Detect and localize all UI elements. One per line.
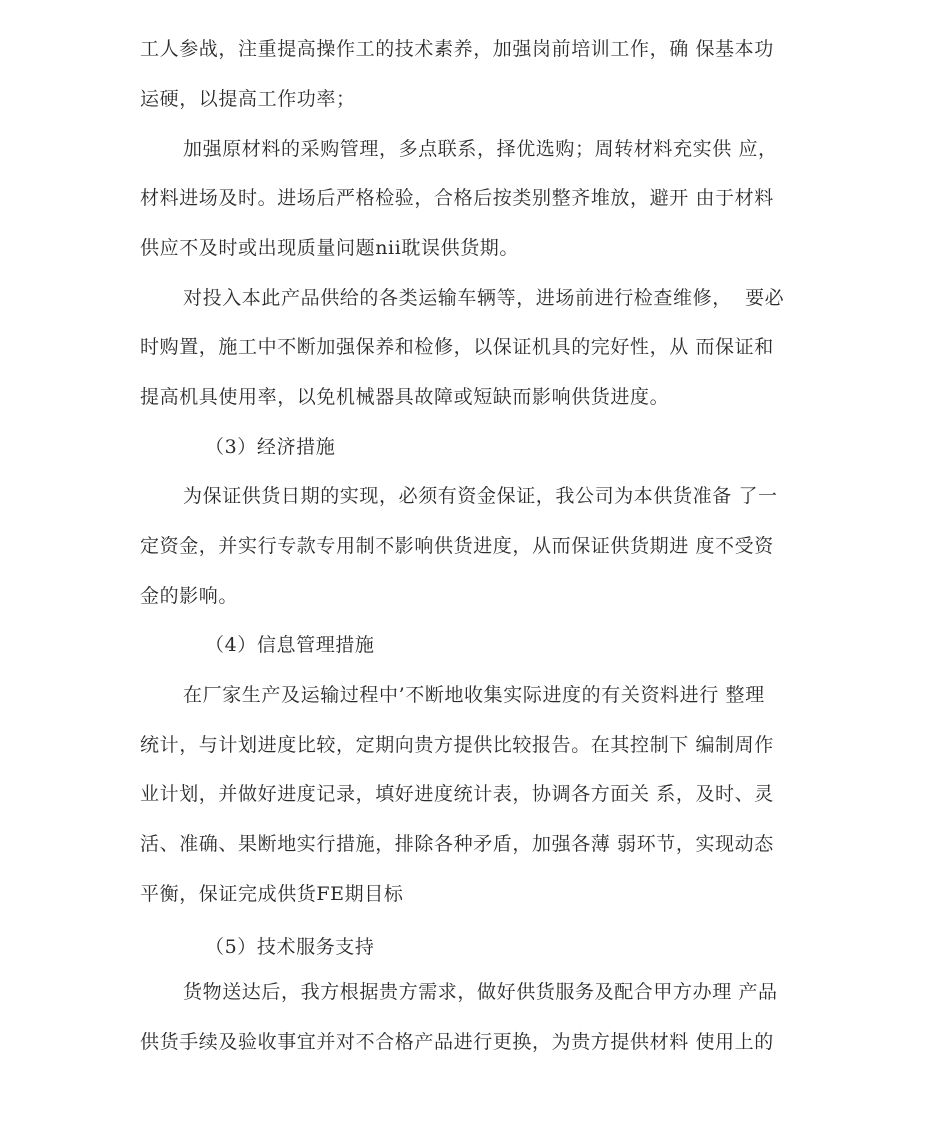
text-line-5: 供应不及时或出现质量问题nii耽误供货期。 <box>140 237 519 259</box>
section-heading-economic: （3）经济措施 <box>205 436 336 458</box>
text-line-12: 金的影响。 <box>140 585 239 607</box>
paragraph-vehicles-start: 对投入本此产品供给的各类运输车辆等，进场前进行检查维修， 要必 <box>183 287 785 309</box>
text-line-11: 定资金，并实行专款专用制不影响供货进度，从而保证供货期进 度不受资 <box>140 535 774 557</box>
text-line-4: 材料进场及时。进场后严格检验，合格后按类别整齐堆放，避开 由于材料 <box>140 187 774 209</box>
text-line-7: 时购置，施工中不断加强保养和检修，以保证机具的完好性，从 而保证和 <box>140 336 774 358</box>
paragraph-service-start: 货物送达后，我方根据贵方需求，做好供货服务及配合甲方办理 产品 <box>183 981 778 1003</box>
text-line-2: 运硬，以提高工作功率； <box>140 88 356 110</box>
section-heading-technical-service: （5）技术服务支持 <box>205 936 375 958</box>
text-line-21: 供货手续及验收事宜并对不合格产品进行更换，为贵方提供材料 使用上的 <box>140 1031 774 1053</box>
text-line-15: 统计，与计划进度比较，定期向贵方提供比较报告。在其控制下 编制周作 <box>140 734 774 756</box>
text-line-18: 平衡，保证完成供货FE期目标 <box>140 883 404 905</box>
text-line-17: 活、准确、果断地实行措施，排除各种矛盾，加强各薄 弱环节，实现动态 <box>140 833 774 855</box>
paragraph-information-start: 在厂家生产及运输过程中’不断地收集实际进度的有关资料进行 整理 <box>183 684 765 706</box>
paragraph-funds-start: 为保证供货日期的实现，必须有资金保证，我公司为本供货准备 了一 <box>183 485 778 507</box>
text-line-16: 业计划，并做好进度记录，填好进度统计表，协调各方面关 系，及时、灵 <box>140 783 774 805</box>
section-heading-information: （4）信息管理措施 <box>205 634 375 656</box>
text-line-1: 工人参战，注重提高操作工的技术素养，加强岗前培训工作，确 保基本功 <box>140 38 774 60</box>
paragraph-materials-start: 加强原材料的采购管理，多点联系，择优选购；周转材料充实供 应， <box>183 138 778 160</box>
text-line-8: 提高机具使用率，以免机械器具故障或短缺而影响供货进度。 <box>140 386 670 408</box>
